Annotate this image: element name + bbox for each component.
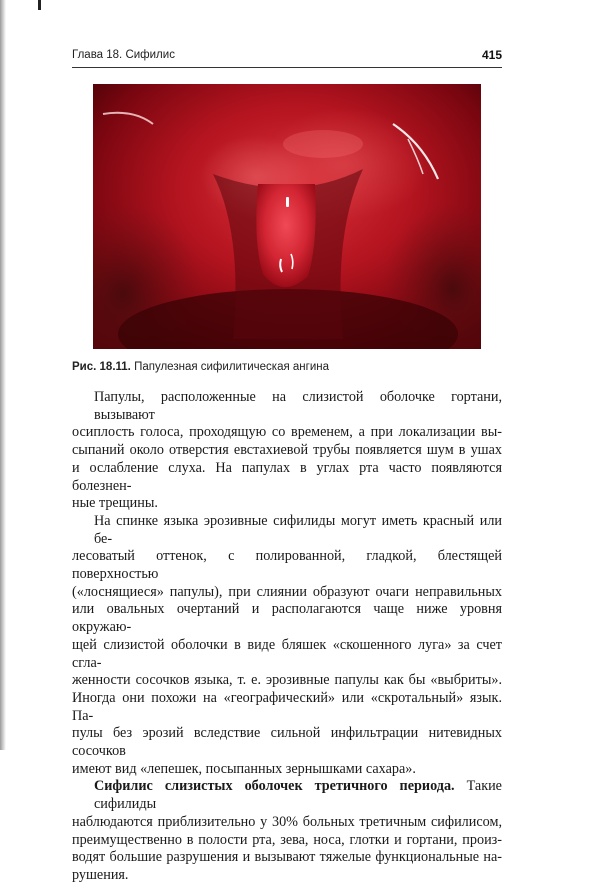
scan-artifact-mark bbox=[38, 0, 41, 10]
chapter-title: Глава 18. Сифилис bbox=[72, 49, 175, 61]
paragraph-2 bbox=[72, 513, 502, 779]
throat-photo-drawing bbox=[93, 84, 481, 349]
figure-caption bbox=[72, 361, 502, 373]
text-line: («лоснящиеся» папулы), при слиянии образуют очаги неправильных bbox=[72, 583, 502, 600]
palate-sheen bbox=[283, 130, 363, 158]
text-line: пулы без эрозий вследствие сильной инфильтрации нитевидных сосочков bbox=[72, 725, 502, 760]
text-line: лесоватый оттенок, с полированной, гладкой, блестящей поверхностью bbox=[72, 548, 502, 583]
text-line: и ослабление слуха. На папулах в углах рта часто появляются болезнен- bbox=[72, 459, 502, 494]
text-line: осиплость голоса, проходящую со временем, а при локализации вы- bbox=[72, 424, 502, 441]
text-line: женности сосочков языка, т. е. эрозивные папулы как бы «выбриты». bbox=[72, 672, 502, 689]
text-line: или овальных очертаний и располагаются чаще ниже уровня окружаю- bbox=[72, 601, 502, 636]
text-line: преимущественно в полости рта, зева, носа, глотки и гортани, произ- bbox=[72, 831, 502, 848]
text-line: На спинке языка эрозивные сифилиды могут иметь красный или бе- bbox=[94, 512, 502, 547]
text-line: рушения. bbox=[72, 866, 129, 883]
body-text bbox=[72, 389, 502, 885]
text-line bbox=[72, 778, 502, 813]
text-fragment: Такие сифилиды bbox=[94, 778, 502, 813]
paragraph-1 bbox=[72, 389, 502, 513]
right-reflection bbox=[393, 124, 438, 179]
figure-number: Рис. 18.11. bbox=[72, 361, 131, 373]
text-line: щей слизистой оболочки в виде бляшек «скошенного луга» за счет сгла- bbox=[72, 636, 502, 671]
text-line: водят большие разрушения и вызывают тяжелые функциональные на- bbox=[72, 849, 502, 866]
uvula-highlight-top bbox=[286, 197, 289, 207]
paragraph-3 bbox=[72, 778, 502, 884]
text-line: Папулы, расположенные на слизистой оболочке гортани, вызывают bbox=[94, 389, 502, 423]
header-rule bbox=[72, 67, 502, 68]
text-line: наблюдаются приблизительно у 30% больных третичным сифилисом, bbox=[72, 813, 502, 830]
text-line: имеют вид «лепешек, посыпанных зернышками сахара». bbox=[72, 760, 416, 777]
left-reflection bbox=[103, 113, 153, 124]
text-line: Иногда они похожи на «географический» или «скротальный» язык. Па- bbox=[72, 689, 502, 724]
page-number: 415 bbox=[481, 48, 502, 62]
running-header bbox=[72, 47, 502, 67]
throat-photograph bbox=[93, 84, 481, 349]
text-line: сыпаний около отверстия евстахиевой трубы появляется шум в ушах bbox=[72, 442, 502, 459]
section-lead-heading: Сифилис слизистых оболочек третичного периода. bbox=[94, 778, 455, 795]
scan-shadow-edge bbox=[0, 0, 6, 750]
text-line: ные трещины. bbox=[72, 495, 158, 512]
figure-caption-text: Папулезная сифилитическая ангина bbox=[134, 361, 329, 373]
